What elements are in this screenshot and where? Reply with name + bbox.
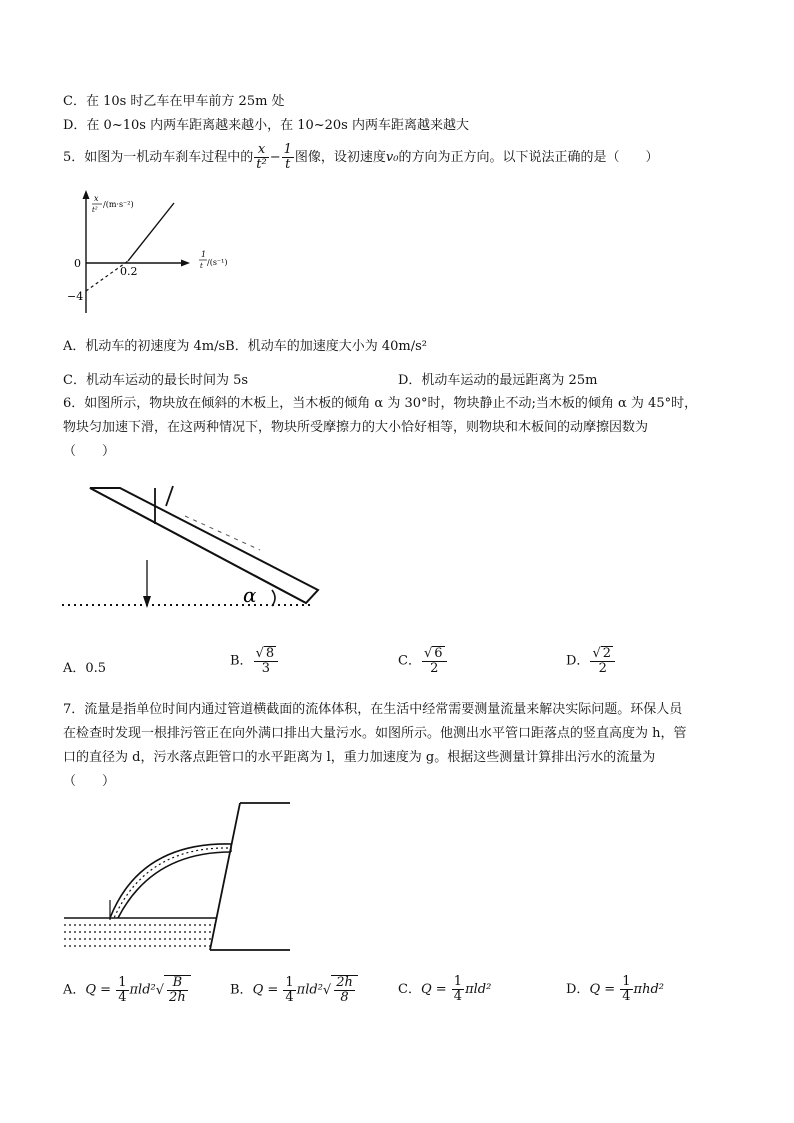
q7-stem-line-4: （ ）: [63, 774, 116, 789]
q5-minus: −: [269, 150, 281, 165]
q6-incline-figure: [60, 478, 330, 613]
q5-frac-x-t2: $\frac{x}{\text{t²}}$: [256, 142, 267, 172]
q5-options-ab: [63, 338, 427, 356]
q7-stem-line-1: 7．流量是指单位时间内通过管道横截面的流体体积，在生活中经常需要测量流量来解决实际问题。环保人员: [63, 702, 683, 717]
q5-stem-b: 图像，设初速度: [294, 150, 386, 165]
q5-y-label-num: x: [94, 194, 99, 203]
q5-y-arrow: [83, 190, 90, 199]
q7-option-a: A．Q = $\frac{1}{4}$ πld²√ $\frac{B}{2h}$: [63, 975, 191, 1005]
q7-option-b-sqrt: √ $\frac{2h}{8}$: [323, 975, 358, 1005]
q7-pipe-figure: [60, 798, 300, 958]
q5-option-b: B．机动车的加速度大小为 40m/s²: [225, 339, 427, 354]
q5-option-a: A．机动车的初速度为 4m/s: [63, 339, 226, 354]
q5-x-label-unit: /(s⁻¹): [207, 258, 228, 267]
q6-angle-arc: [272, 590, 275, 606]
q7-water-jet-outer: [110, 844, 231, 918]
q5-option-d: D．机动车运动的最远距离为 25m: [398, 373, 598, 388]
q7-water-body: [64, 925, 215, 946]
q6-stem-line-3: （ ）: [63, 444, 116, 459]
q6-option-d-frac: $\frac{√ 2}{2}$: [590, 646, 615, 676]
q5-stem-a: 5．如图为一机动车刹车过程中的: [63, 150, 254, 165]
q5-y-label-den: t²: [92, 206, 98, 214]
q5-y-tick-label: −4: [67, 290, 84, 303]
q7-option-a-sqrt: √ $\frac{B}{2h}$: [156, 975, 191, 1005]
q6-option-a: A．0.5: [63, 661, 107, 676]
q4-option-c: C．在 10s 时乙车在甲车前方 25m 处: [63, 94, 285, 109]
q6-option-c: C． $\frac{√ 6}{2}$: [398, 646, 448, 676]
q6-stem-line-1: 6．如图所示，物块放在倾斜的木板上，当木板的倾角 α 为 30°时，物块静止不动;当木板的倾角 α 为 45°时，: [63, 396, 698, 411]
q5-stem-c: 的方向为正方向。以下说法正确的是（ ）: [398, 150, 659, 165]
q6-stem-line-2: 物块匀加速下滑，在这两种情况下，物块所受摩擦力的大小恰好相等，则物块和木板间的动摩擦因数为: [63, 420, 649, 435]
q5-frac-1-t: $\frac{1}{t}$: [283, 142, 292, 172]
q5-stem: [63, 143, 659, 172]
q7-stem-line-3: 口的直径为 d，污水落点距管口的水平距离为 l，重力加速度为 g。根据这些测量计算排出污水的流量为: [63, 750, 656, 765]
q5-solid-line: [128, 203, 174, 261]
q7-wall-slope: [210, 803, 240, 950]
q5-graph: [67, 188, 260, 318]
q6-angle-label: α: [243, 583, 257, 607]
q5-y-label-unit: /(m·s⁻²): [103, 200, 134, 209]
q6-option-c-frac: $\frac{√ 6}{2}$: [422, 646, 447, 676]
q7-option-d: D．Q = $\frac{1}{4}$ πhd²: [566, 974, 664, 1004]
q7-option-c: C．Q = $\frac{1}{4}$ πld²: [398, 974, 492, 1004]
q4-option-d: D．在 0~10s 内两车距离越来越小，在 10~20s 内两车距离越来越大: [63, 118, 469, 133]
q5-option-c: C．机动车运动的最长时间为 5s: [63, 373, 249, 388]
q7-water-jet-inner: [118, 852, 231, 918]
q5-x-label-den: t: [200, 262, 203, 270]
q7-stem-line-2: 在检查时发现一根排污管正在向外满口排出大量污水。如图所示。他测出水平管口距落点的竖直高度为 h，管: [63, 726, 687, 741]
q5-v0: v₀: [385, 150, 399, 165]
q5-x-tick-label: 0.2: [120, 265, 138, 278]
q6-option-b: B． $\frac{√ 8}{3}$: [230, 646, 279, 676]
q6-option-d: D． $\frac{√ 2}{2}$: [566, 646, 616, 676]
q5-x-arrow: [181, 260, 190, 267]
q5-x-label-num: 1: [201, 250, 207, 259]
q7-option-b: B．Q = $\frac{1}{4}$ πld²√ $\frac{2h}{8}$: [230, 975, 358, 1005]
q6-option-b-frac: $\frac{√ 8}{3}$: [254, 646, 279, 676]
q5-origin-label: 0: [74, 257, 81, 270]
